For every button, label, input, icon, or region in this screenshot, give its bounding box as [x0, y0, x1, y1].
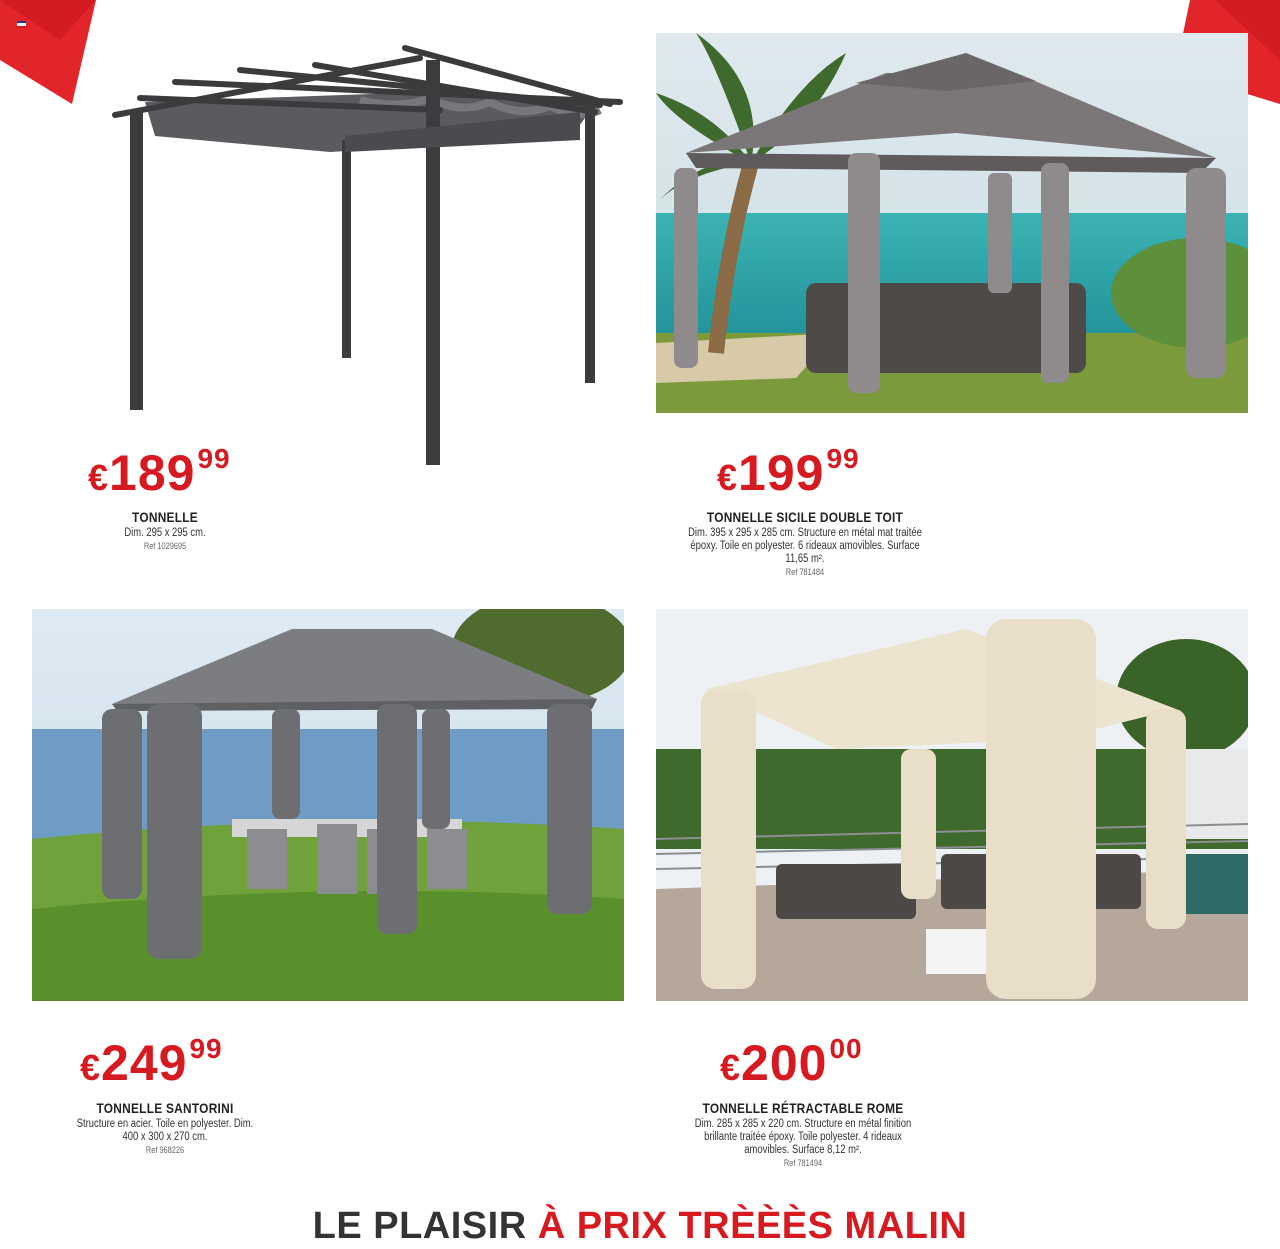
product-info-tonnelle-sicile [660, 509, 950, 577]
product-info-tonnelle-santorini [55, 1100, 275, 1155]
product-info-tonnelle [40, 509, 290, 551]
product-reference: Ref 968226 [145, 1145, 185, 1155]
product-reference: Ref 781484 [785, 567, 825, 577]
product-description: Dim. 285 x 285 x 220 cm. Structure en métal finition brillante traitée époxy. Toile polyester. 4 rideaux amovibles. Surface 8,12 m². [694, 1118, 912, 1156]
slogan-part-1: LE PLAISIR [312, 1205, 538, 1247]
product-name: TONNELLE RÉTRACTABLE ROME [702, 1100, 904, 1116]
product-description: Dim. 395 x 295 x 285 cm. Structure en métal mat traitée époxy. Toile en polyester. 6 rideaux amovibles. Surface 11,65 m². [688, 527, 922, 565]
product-name: TONNELLE SANTORINI [96, 1100, 234, 1116]
product-reference: Ref 1029695 [143, 541, 187, 551]
price-tonnelle-rome: €20000 [720, 1033, 863, 1091]
french-flag-icon [17, 21, 26, 28]
rome-gazebo-photo [656, 609, 1248, 1001]
product-description: Dim. 295 x 295 cm. [124, 527, 206, 539]
product-reference: Ref 781494 [783, 1158, 823, 1168]
slogan-part-2: À PRIX TRÈÈÈS MALIN [537, 1205, 968, 1247]
price-tonnelle: €18999 [88, 443, 231, 501]
corner-decoration-left [0, 0, 110, 105]
price-tonnelle-santorini: €24999 [80, 1033, 223, 1091]
product-info-tonnelle-rome [658, 1100, 948, 1168]
product-name: TONNELLE [132, 509, 198, 525]
santorini-gazebo-photo [32, 609, 624, 1001]
product-name: TONNELLE SICILE DOUBLE TOIT [706, 509, 904, 525]
product-description: Structure en acier. Toile en polyester. Dim. 400 x 300 x 270 cm. [76, 1118, 254, 1143]
sicile-gazebo-photo [656, 33, 1248, 413]
footer-slogan [0, 1205, 1280, 1248]
price-tonnelle-sicile: €19999 [717, 443, 860, 501]
pergola-product-image [100, 40, 630, 470]
